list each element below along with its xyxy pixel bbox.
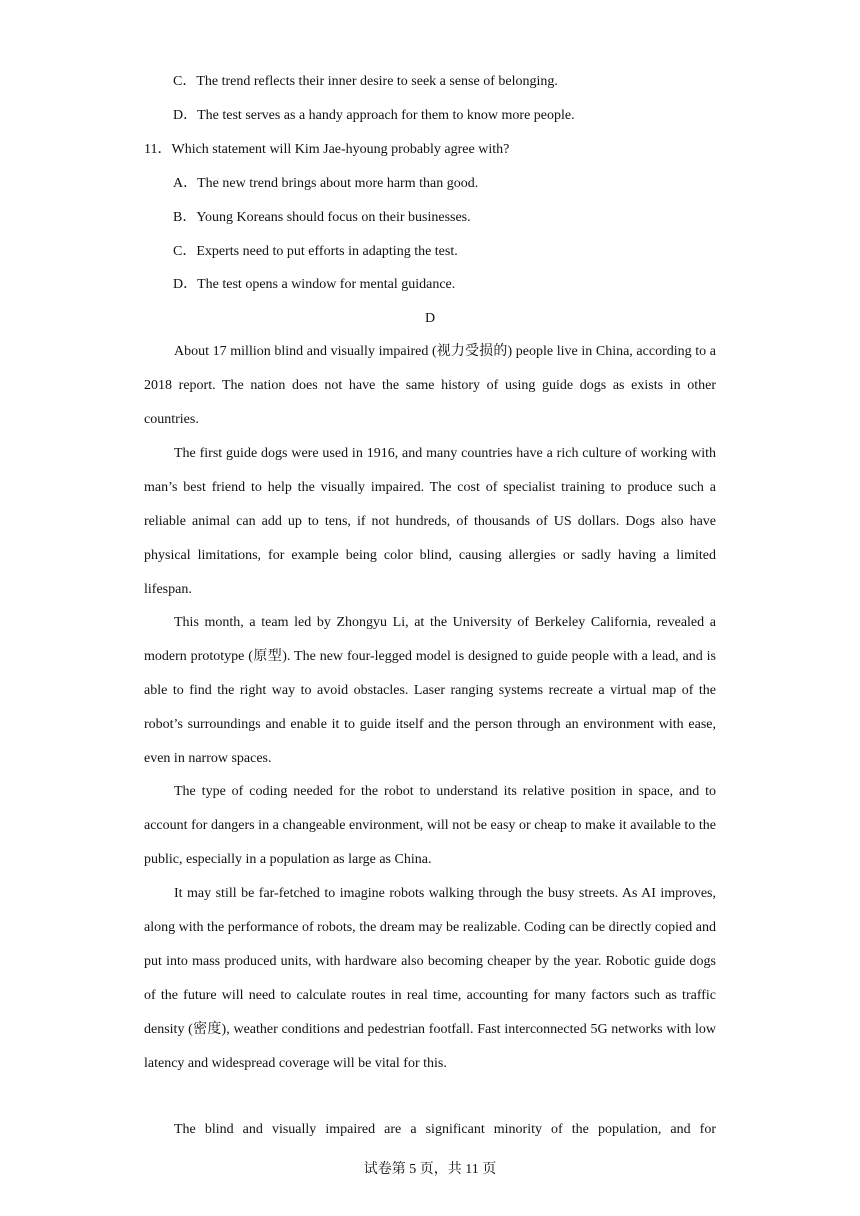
passage-paragraph-5: It may still be far-fetched to imagine robots walking through the busy streets. As AI improves, along with the performance of robots, the dream may be realizable. Coding can be directly copied and put into mass produced units, with hardware also becoming cheaper by the year. Robotic guide dogs of the future will need to calculate routes in real time, accounting for many factors such as traffic density (密度), weather conditions and pedestrian footfall. Fast interconnected 5G networks with low latency and widespread coverage will be vital for this. bbox=[144, 886, 716, 1071]
passage-paragraph-2: The first guide dogs were used in 1916, and many countries have a rich culture of working with man’s best friend to help the visually impaired. The cost of specialist training to produce such a reliable animal can add up to tens, if not hundreds, of thousands of US dollars. Dogs also have physical limitations, for example being color blind, causing allergies or sadly having a limited lifespan. bbox=[144, 446, 716, 597]
passage-d-heading: D bbox=[424, 311, 436, 326]
q10-option-c: C．The trend reflects their inner desire to seek a sense of belonging. bbox=[173, 74, 558, 89]
q11-option-a: A．The new trend brings about more harm than good. bbox=[173, 176, 479, 191]
question-11-stem: 11．Which statement will Kim Jae-hyoung probably agree with? bbox=[144, 142, 510, 157]
passage-paragraph-4: The type of coding needed for the robot to understand its relative position in space, and to account for dangers in a changeable environment, will not be easy or cheap to make it available to the public, especially in a population as large as China. bbox=[144, 784, 716, 867]
q10-option-d: D．The test serves as a handy approach for them to know more people. bbox=[173, 108, 575, 123]
q11-option-b: B．Young Koreans should focus on their businesses. bbox=[173, 210, 471, 225]
q11-option-c: C．Experts need to put efforts in adapting the test. bbox=[173, 244, 458, 259]
passage-paragraph-3: This month, a team led by Zhongyu Li, at the University of Berkeley California, revealed a modern prototype (原型). The new four-legged model is designed to guide people with a lead, and is able to find the right way to avoid obstacles. Laser ranging systems recreate a virtual map of the robot’s surroundings and enable it to guide itself and the person through an environment with ease, even in narrow spaces. bbox=[144, 615, 716, 766]
q11-option-d: D．The test opens a window for mental guidance. bbox=[173, 277, 456, 292]
passage-paragraph-1: About 17 million blind and visually impaired (视力受损的) people live in China, according to a 2018 report. The nation does not have the same history of using guide dogs as exists in other countries. bbox=[144, 344, 716, 427]
passage-paragraph-6: The blind and visually impaired are a significant minority of the population, and for bbox=[174, 1122, 716, 1137]
page-footer: 试卷第 5 页，共 11 页 bbox=[363, 1162, 497, 1177]
